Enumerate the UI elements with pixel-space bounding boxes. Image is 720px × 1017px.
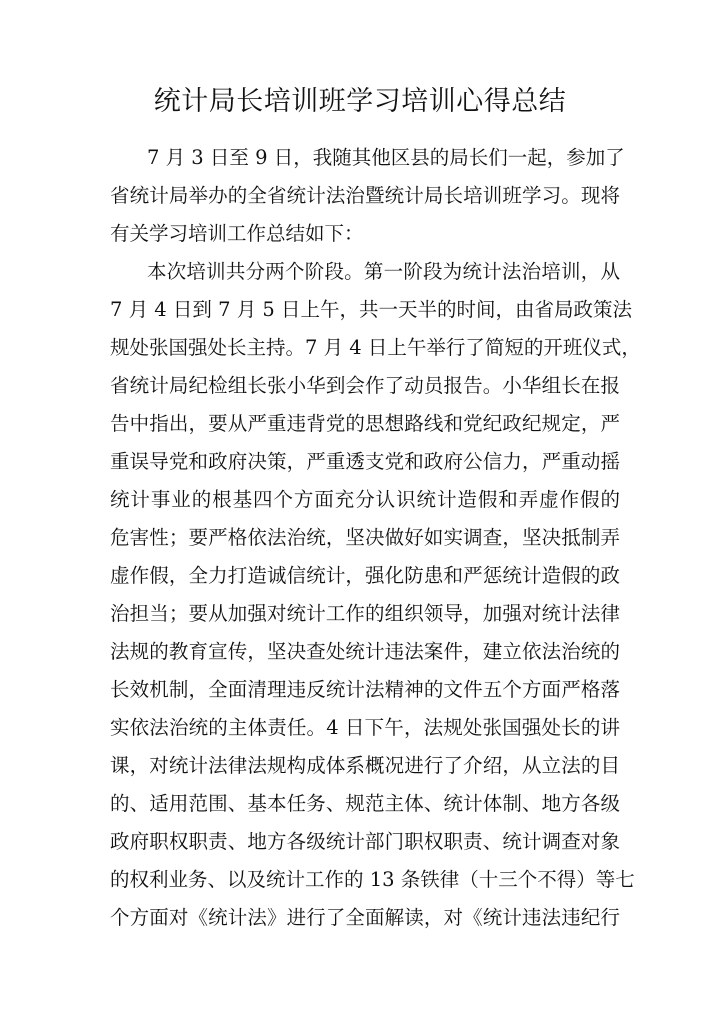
paragraph-2-line-15: 的、适用范围、基本任务、规范主体、统计体制、地方各级 [110,792,620,815]
paragraph-1-line-2: 省统计局举办的全省统计法治暨统计局长培训班学习。现将 [110,184,620,207]
paragraph-2-line-10: 治担当；要从加强对统计工作的组织领导，加强对统计法律 [110,602,620,625]
paragraph-2-line-3: 规处张国强处长主持。7 月 4 日上午举行了简短的开班仪式， [110,336,641,359]
document-title: 统计局长培训班学习培训心得总结 [153,86,567,117]
paragraph-1-line-3: 有关学习培训工作总结如下： [110,222,364,245]
paragraph-2-line-18: 个方面对《统计法》进行了全面解读，对《统计违法违纪行 [110,906,620,929]
paragraph-1-line-1: 7 月 3 日至 9 日，我随其他区县的局长们一起，参加了 [147,146,625,169]
paragraph-2-line-9: 虚作假，全力打造诚信统计，强化防患和严惩统计造假的政 [110,564,620,587]
paragraph-2-line-2: 7 月 4 日到 7 月 5 日上午，共一天半的时间，由省局政策法 [110,298,633,321]
paragraph-2-line-6: 重误导党和政府决策，严重透支党和政府公信力，严重动摇 [110,450,620,473]
paragraph-2-line-14: 课，对统计法律法规构成体系概况进行了介绍，从立法的目 [110,754,620,777]
paragraph-2-line-8: 危害性；要严格依法治统，坚决做好如实调查，坚决抵制弄 [110,526,620,549]
paragraph-2-line-16: 政府职权职责、地方各级统计部门职权职责、统计调查对象 [110,830,620,853]
paragraph-2-line-4: 省统计局纪检组长张小华到会作了动员报告。小华组长在报 [110,374,620,397]
paragraph-2-line-17: 的权利业务、以及统计工作的 13 条铁律（十三个不得）等七 [110,868,635,891]
paragraph-2-line-1: 本次培训共分两个阶段。第一阶段为统计法治培训，从 [147,260,620,283]
paragraph-2-line-5: 告中指出，要从严重违背党的思想路线和党纪政纪规定，严 [110,412,620,435]
paragraph-2-line-11: 法规的教育宣传，坚决查处统计违法案件，建立依法治统的 [110,640,620,663]
paragraph-2-line-7: 统计事业的根基四个方面充分认识统计造假和弄虚作假的 [110,488,620,511]
paragraph-2-line-13: 实依法治统的主体责任。4 日下午，法规处张国强处长的讲 [110,716,620,739]
paragraph-2-line-12: 长效机制，全面清理违反统计法精神的文件五个方面严格落 [110,678,620,701]
